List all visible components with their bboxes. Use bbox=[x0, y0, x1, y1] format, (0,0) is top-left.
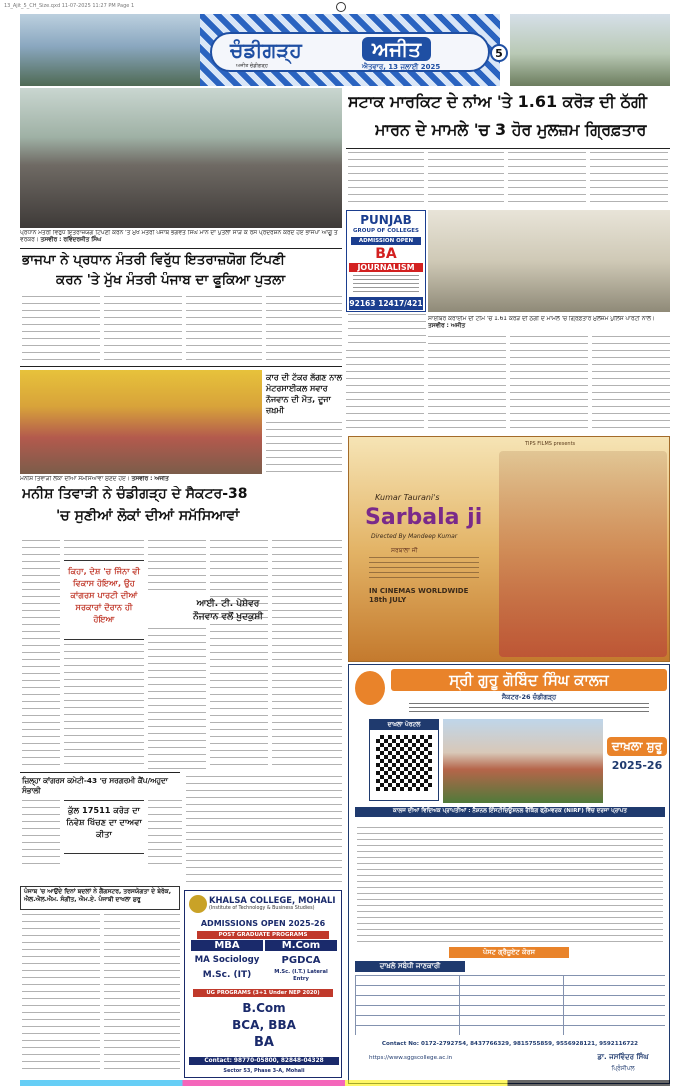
misc-body-col bbox=[186, 776, 342, 884]
bjp-headline-1: ਭਾਜਪਾ ਨੇ ਪ੍ਰਧਾਨ ਮੰਤਰੀ ਵਿਰੁੱਧ ਇਤਰਾਜ਼ਯੋਗ ਟਿੱਪਣੀ bbox=[22, 252, 285, 268]
divider bbox=[20, 248, 342, 249]
khalsa-address: Sector 53, Phase 3-A, Mohali bbox=[223, 1068, 305, 1074]
masthead bbox=[20, 14, 670, 86]
stock-body-bottom-col1 bbox=[346, 350, 424, 430]
stock-body-col4 bbox=[590, 152, 668, 208]
tiwari-body-col3 bbox=[148, 540, 206, 590]
khalsa-ug-bcom: B.Com bbox=[242, 1001, 286, 1015]
stock-body-col2 bbox=[428, 152, 504, 208]
print-slug: 13_Ajit_5_CH_Size.qxd 11-07-2025 11:27 PM Page 1 bbox=[4, 3, 135, 9]
stock-headline-1: ਸਟਾਕ ਮਾਰਕਿਟ ਦੇ ਨਾਂਅ 'ਤੇ 1.61 ਕਰੋੜ ਦੀ ਠੱਗੀ bbox=[348, 92, 647, 111]
khalsa-pg-mba: MBA bbox=[191, 940, 263, 951]
congress-pullquote bbox=[64, 800, 144, 854]
sggs-session: 2025-26 bbox=[611, 759, 663, 772]
punjab-ad-finecopy bbox=[353, 275, 419, 293]
movie-title: Sarbala ji bbox=[365, 505, 483, 530]
masthead-right-photo bbox=[510, 14, 670, 86]
sggs-sector: ਸੈਕਟਰ-26 ਚੰਡੀਗੜ੍ਹ bbox=[501, 693, 557, 701]
khalsa-pg-ma-sociology: MA Sociology bbox=[194, 955, 260, 965]
bottom-body-col1 bbox=[22, 914, 100, 1074]
punjab-group-ad[interactable] bbox=[346, 210, 426, 312]
tiwari-caption bbox=[20, 476, 262, 484]
bottom-body-col2 bbox=[104, 914, 180, 1074]
sggs-table-title: ਦਾਖ਼ਲੇ ਸਬੰਧੀ ਜਾਣਕਾਰੀ bbox=[355, 961, 465, 972]
bjp-body-col4 bbox=[266, 296, 342, 362]
sggs-campus-photo bbox=[443, 719, 603, 803]
sggs-principal-title: ਪ੍ਰਿੰਸੀਪਲ bbox=[611, 1065, 635, 1072]
divider bbox=[20, 772, 180, 773]
stock-photo-credit: ਤਸਵੀਰ : ਅਜੀਤ bbox=[428, 323, 466, 329]
stock-body-under-ad bbox=[348, 314, 426, 348]
stock-body-bottom-col3 bbox=[510, 336, 588, 430]
tiwari-body-col2 bbox=[64, 540, 144, 558]
movie-cast-poster bbox=[499, 451, 667, 657]
sggs-notice: ਕਾਲਜ ਦੀਆਂ ਵਿਦਿਅਕ ਪ੍ਰਾਪਤੀਆਂ : ਨੈਸ਼ਨਲ ਇੰਸਟੀਚਿਊਸ਼ਨਲ ਰੈਂਕਿੰਗ ਫ੍ਰੇਮਵਰਕ (NIRF) ਵਿੱਚ ਦਰਜਾ ਪ੍ਰਾਪਤ bbox=[355, 807, 665, 817]
movie-release: IN CINEMAS WORLDWIDE 18th JULY bbox=[369, 587, 469, 604]
tiwari-headline-2: 'ਚ ਸੁਣੀਆਂ ਲੋਕਾਂ ਦੀਆਂ ਸਮੱਸਿਆਵਾਂ bbox=[56, 508, 240, 524]
punjab-course-journalism: JOURNALISM bbox=[349, 263, 423, 272]
it-body-col2 bbox=[210, 540, 268, 770]
stock-caption-text: ਸਾਈਬਰ ਕਰਾਈਮ ਦੀ ਟੀਮ 'ਚ 1.61 ਕਰੋੜ ਦੀ ਠੱਗੀ ਦੇ ਮਾਮਲੇ 'ਚ ਗ੍ਰਿਫ਼ਤਾਰ ਮੁਲਜ਼ਮ ਪੁਲਿਸ ਪਾਰਟੀ ਨਾਲ। bbox=[428, 316, 655, 322]
punjab-phone[interactable]: 92163 12417/421 bbox=[349, 299, 423, 308]
bottom-notice-text: ਪੰਜਾਬ 'ਚ ਆਉਂਦੇ ਦਿਨਾਂ ਬਦਲਾਂ ਨੇ ਗੈਂਗਸਟਰ, ਤਰਸਯੋਗਤਾ ਦੇ ਬੇਰੋਕ, ਐਲ.ਐਲ.ਐਮ. ਸੰਗੀਤ, ਐਮ.ਏ. ਪੰਜਾਬੀ ਦਾਖਲਾ ਸ਼ੁਰੂ bbox=[24, 888, 172, 903]
accident-headline: ਕਾਰ ਦੀ ਟੱਕਰ ਲੱਗਣ ਨਾਲ ਮੋਟਰਸਾਈਕਲ ਸਵਾਰ ਨੌਜਵਾਨ ਦੀ ਮੌਤ, ਦੂਜਾ ਜ਼ਖ਼ਮੀ bbox=[266, 373, 342, 415]
movie-credits-finecopy bbox=[369, 557, 479, 581]
tiwari-pullquote bbox=[64, 560, 144, 640]
khalsa-pg-pgdca: PGDCA bbox=[281, 955, 321, 966]
cyber-crime-photo bbox=[428, 210, 670, 312]
bjp-photo-credit: ਤਸਵੀਰ : ਰਵਿੰਦਰਜੀਤ ਸਿੰਘ bbox=[40, 237, 102, 243]
sggs-principal: ਡਾ. ਜਸਵਿੰਦਰ ਸਿੰਘ bbox=[597, 1053, 649, 1061]
divider bbox=[20, 366, 342, 367]
khalsa-pg-mcom: M.Com bbox=[265, 940, 337, 951]
movie-tagline: Kumar Taurani's bbox=[375, 493, 440, 502]
khalsa-pg-msc-lateral: M.Sc. (I.T.) Lateral Entry bbox=[274, 969, 328, 982]
bjp-headline-2: ਕਰਨ 'ਤੇ ਮੁੱਖ ਮੰਤਰੀ ਪੰਜਾਬ ਦਾ ਫੂਕਿਆ ਪੁਤਲਾ bbox=[56, 272, 286, 288]
bjp-body-col2 bbox=[104, 296, 182, 362]
stock-body-col3 bbox=[508, 152, 586, 208]
bjp-caption-text: ਪ੍ਰਧਾਨ ਮੰਤਰੀ ਵਿਰੁੱਧ ਇਤਰਾਜ਼ਯੋਗ ਟਿੱਪਣੀ ਕਰਨ 'ਤੇ ਮੁੱਖ ਮੰਤਰੀ ਪੰਜਾਬ ਭਗਵੰਤ ਸਿੰਘ ਮਾਨ ਦਾ ਪੁਤਲਾ ਸਾੜ ਕੇ ਰੋਸ ਪ੍ਰਦਰਸ਼ਨ ਕਰਦੇ ਹੋਏ ਭਾਜਪਾ ਆਗੂ ਤੇ ਵਰਕਰ। bbox=[20, 230, 338, 243]
khalsa-contact[interactable]: Contact: 98770-05800, 82848-04328 bbox=[189, 1057, 339, 1065]
it-body-col3 bbox=[272, 540, 342, 770]
masthead-title-right: ਅਜੀਤ bbox=[362, 37, 431, 61]
qr-code-icon bbox=[376, 735, 432, 791]
tiwari-body-col2b bbox=[64, 644, 144, 770]
sggs-website[interactable]: https://www.sggscollege.ac.in bbox=[369, 1055, 453, 1061]
khalsa-ug-ba: BA bbox=[254, 1035, 274, 1050]
khalsa-admissions: ADMISSIONS OPEN 2025-26 bbox=[200, 919, 326, 928]
masthead-left-photo bbox=[20, 14, 200, 86]
bjp-protest-caption bbox=[20, 230, 342, 246]
tiwari-photo-credit: ਤਸਵੀਰ : ਅਜੀਤ bbox=[131, 476, 169, 482]
sarbala-ji-movie-ad[interactable] bbox=[348, 436, 670, 662]
tiwari-caption-text: ਮਨੀਸ਼ ਤਿਵਾੜੀ ਲੋਕਾਂ ਦੀਆਂ ਸਮੱਸਿਆਵਾਂ ਸੁਣਦੇ ਹੋਏ। bbox=[20, 476, 130, 482]
sggs-college-name: ਸ੍ਰੀ ਗੁਰੂ ਗੋਬਿੰਦ ਸਿੰਘ ਕਾਲਜ bbox=[391, 669, 667, 691]
khalsa-pg-header: POST GRADUATE PROGRAMS bbox=[197, 931, 329, 939]
punjab-sub: GROUP OF COLLEGES bbox=[353, 228, 419, 234]
stock-headline-2: ਮਾਰਨ ਦੇ ਮਾਮਲੇ 'ਚ 3 ਹੋਰ ਮੁਲਜ਼ਮ ਗ੍ਰਿਫ਼ਤਾਰ bbox=[375, 120, 647, 139]
congress-body-col1 bbox=[22, 800, 60, 870]
stock-body-bottom-col4 bbox=[592, 336, 670, 430]
page-number: 5 bbox=[490, 44, 508, 62]
sggs-courses-finecopy bbox=[357, 827, 663, 945]
tiwari-body-col1 bbox=[22, 540, 60, 770]
masthead-title-left: ਚੰਡੀਗੜ੍ਹ bbox=[230, 38, 302, 62]
khalsa-ug-bca-bba: BCA, BBA bbox=[232, 1018, 296, 1032]
sggs-admission-label: ਦਾਖ਼ਲਾ ਸ਼ੁਰੂ bbox=[607, 737, 667, 756]
it-headline: ਆਈ. ਟੀ. ਪੇਸ਼ੇਵਰ ਨੌਜਵਾਨ ਵਲੋਂ ਖ਼ੁਦਕੁਸ਼ੀ bbox=[193, 599, 263, 622]
congress-headline: ਜ਼ਿਲ੍ਹਾ ਕਾਂਗਰਸ ਕਮੇਟੀ-43 'ਚ ਸਰਗਰਮੀ ਕੈਂਪ/ਅਹੁਦਾ ਸੰਭਾਲੀ bbox=[22, 776, 168, 795]
tiwari-photo bbox=[20, 370, 262, 474]
tiwari-headline-1: ਮਨੀਸ਼ ਤਿਵਾੜੀ ਨੇ ਚੰਡੀਗੜ੍ਹ ਦੇ ਸੈਕਟਰ-38 bbox=[22, 486, 248, 502]
khalsa-name: KHALSA COLLEGE, MOHALI bbox=[209, 895, 336, 905]
sggs-affiliation-finecopy bbox=[409, 703, 649, 715]
sggs-contact[interactable]: Contact No: 0172-2792754, 8437766329, 9815755859, 9556928121, 9592116722 bbox=[381, 1041, 639, 1047]
movie-director: Directed By Mandeep Kumar bbox=[371, 533, 458, 540]
masthead-title-box bbox=[210, 32, 490, 72]
bjp-body-col3 bbox=[186, 296, 262, 362]
punjab-admission: ADMISSION OPEN bbox=[351, 237, 421, 245]
khalsa-subtitle: (Institute of Technology & Business Studies) bbox=[209, 906, 315, 911]
registration-mark bbox=[336, 2, 346, 12]
sggs-qr-box[interactable] bbox=[369, 719, 439, 801]
tiwari-pullquote-text: ਕਿਹਾ, ਦੇਸ਼ 'ਚ ਜਿੰਨਾ ਵੀ ਵਿਕਾਸ ਹੋਇਆ, ਉਹ ਕਾਂਗਰਸ ਪਾਰਟੀ ਦੀਆਂ ਸਰਕਾਰਾਂ ਦੌਰਾਨ ਹੀ ਹੋਇਆ bbox=[67, 566, 141, 624]
divider bbox=[346, 148, 670, 149]
khalsa-college-ad[interactable] bbox=[184, 890, 342, 1078]
masthead-date: ਐਤਵਾਰ, 13 ਜੁਲਾਈ 2025 bbox=[362, 63, 441, 71]
bottom-notice-box bbox=[20, 886, 180, 910]
movie-presenter: TIPS FILMS presents bbox=[525, 441, 576, 447]
bjp-body-col1 bbox=[22, 296, 100, 362]
accident-body bbox=[266, 422, 342, 478]
movie-punjabi-title: ਸਰਬਾਲਾ ਜੀ bbox=[391, 547, 418, 554]
punjab-course-ba: BA bbox=[375, 246, 397, 262]
sggs-college-ad[interactable] bbox=[348, 664, 670, 1084]
sggs-pg-courses: ਪੋਸਟ ਗ੍ਰੈਜੂਏਟ ਕੋਰਸ bbox=[449, 947, 569, 958]
sggs-admission-table bbox=[355, 975, 665, 1035]
bjp-protest-photo bbox=[20, 88, 342, 228]
stock-body-col1 bbox=[348, 152, 424, 208]
masthead-subtitle: ਅਜੀਤ ਚੰਡੀਗੜ੍ਹ bbox=[236, 63, 268, 69]
sggs-qr-label: ਦਾਖ਼ਲਾ ਪੋਰਟਲ bbox=[370, 720, 438, 730]
stock-caption bbox=[428, 316, 670, 330]
color-bar bbox=[20, 1080, 670, 1086]
sggs-logo-icon bbox=[355, 671, 385, 705]
khalsa-logo-icon bbox=[189, 895, 207, 913]
congress-pullquote-text: ਕੁੱਲ 17511 ਕਰੋੜ ਦਾ ਨਿਵੇਸ਼ ਖਿੱਚਣ ਦਾ ਦਾਅਵਾ ਕੀਤਾ bbox=[66, 805, 142, 839]
stock-body-bottom-col2 bbox=[428, 336, 506, 430]
khalsa-pg-msc-it: M.Sc. (IT) bbox=[202, 970, 252, 980]
khalsa-ug-header: UG PROGRAMS (3+1 Under NEP 2020) bbox=[193, 989, 333, 997]
congress-body-col2 bbox=[148, 800, 182, 870]
punjab-brand: PUNJAB bbox=[360, 213, 412, 227]
it-body-col1 bbox=[148, 628, 206, 770]
